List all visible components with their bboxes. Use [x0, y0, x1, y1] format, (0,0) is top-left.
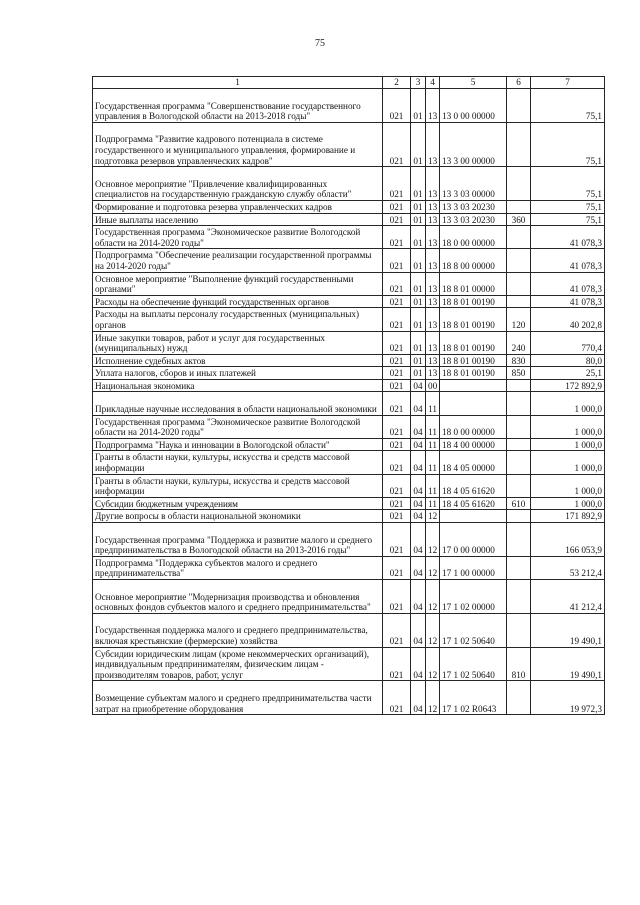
cell-rz: 01	[411, 226, 426, 249]
cell-csr: 18 8 01 00190	[440, 295, 507, 308]
cell-sum: 171 892,9	[531, 510, 605, 523]
column-header-vr: 6	[507, 77, 531, 89]
cell-gr: 021	[383, 613, 411, 647]
cell-vr	[507, 226, 531, 249]
cell-name: Формирование и подготовка резерва управленческих кадров	[93, 200, 383, 213]
table-row	[93, 226, 605, 249]
cell-name: Государственная программа "Экономическое развитие Вологодской области на 2014-2020 годы"	[93, 226, 383, 249]
cell-sum: 75,1	[531, 167, 605, 201]
table-row	[93, 295, 605, 308]
cell-csr: 18 8 00 00000	[440, 249, 507, 272]
table-row	[93, 580, 605, 614]
cell-sum: 53 212,4	[531, 556, 605, 579]
cell-vr: 850	[507, 367, 531, 380]
cell-rz: 01	[411, 367, 426, 380]
cell-vr	[507, 272, 531, 295]
table-row	[93, 415, 605, 438]
cell-sum: 19 490,1	[531, 647, 605, 681]
cell-csr	[440, 392, 507, 415]
table-row	[93, 613, 605, 647]
cell-rz: 04	[411, 523, 426, 557]
cell-vr	[507, 474, 531, 497]
cell-vr	[507, 167, 531, 201]
cell-rz: 04	[411, 556, 426, 579]
table-row	[93, 122, 605, 166]
cell-vr: 830	[507, 354, 531, 367]
cell-vr	[507, 295, 531, 308]
cell-pr: 13	[426, 249, 440, 272]
cell-gr: 021	[383, 392, 411, 415]
cell-pr: 13	[426, 122, 440, 166]
page-number: 75	[315, 38, 325, 49]
cell-gr: 021	[383, 510, 411, 523]
cell-gr: 021	[383, 415, 411, 438]
cell-sum: 770,4	[531, 331, 605, 354]
cell-name: Уплата налогов, сборов и иных платежей	[93, 367, 383, 380]
cell-gr: 021	[383, 354, 411, 367]
cell-csr	[440, 510, 507, 523]
cell-sum: 19 972,3	[531, 681, 605, 715]
cell-name: Основное мероприятие "Выполнение функций государственными органами"	[93, 272, 383, 295]
cell-gr: 021	[383, 497, 411, 510]
table-row	[93, 272, 605, 295]
table-row	[93, 392, 605, 415]
cell-vr	[507, 613, 531, 647]
cell-rz: 04	[411, 392, 426, 415]
cell-sum: 1 000,0	[531, 415, 605, 438]
cell-sum: 172 892,9	[531, 379, 605, 392]
column-header-sum: 7	[531, 77, 605, 89]
cell-pr: 12	[426, 647, 440, 681]
cell-name: Подпрограмма "Развитие кадрового потенциала в системе государственного и муниципального управления, формирование и подготовка резервов управленческих кадров"	[93, 122, 383, 166]
cell-pr: 13	[426, 213, 440, 226]
cell-vr	[507, 510, 531, 523]
cell-rz: 04	[411, 451, 426, 474]
column-header-name: 1	[93, 77, 383, 89]
cell-sum: 25,1	[531, 367, 605, 380]
table-row	[93, 438, 605, 451]
cell-csr: 17 1 02 50640	[440, 613, 507, 647]
cell-vr: 810	[507, 647, 531, 681]
cell-name: Исполнение судебных актов	[93, 354, 383, 367]
cell-csr: 13 3 03 20230	[440, 200, 507, 213]
table-row	[93, 647, 605, 681]
budget-table-body	[93, 89, 605, 715]
cell-gr: 021	[383, 451, 411, 474]
cell-sum: 41 078,3	[531, 226, 605, 249]
column-header-gr: 2	[383, 77, 411, 89]
cell-gr: 021	[383, 681, 411, 715]
cell-pr: 13	[426, 308, 440, 331]
table-row	[93, 200, 605, 213]
table-row	[93, 354, 605, 367]
table-row	[93, 474, 605, 497]
cell-rz: 04	[411, 580, 426, 614]
cell-vr	[507, 415, 531, 438]
cell-csr: 18 4 05 00000	[440, 451, 507, 474]
cell-sum: 41 078,3	[531, 249, 605, 272]
table-row	[93, 249, 605, 272]
cell-pr: 12	[426, 580, 440, 614]
cell-vr: 360	[507, 213, 531, 226]
cell-vr	[507, 379, 531, 392]
cell-pr: 11	[426, 392, 440, 415]
column-header-rz: 3	[411, 77, 426, 89]
cell-gr: 021	[383, 379, 411, 392]
table-row	[93, 523, 605, 557]
cell-rz: 04	[411, 613, 426, 647]
cell-sum: 1 000,0	[531, 497, 605, 510]
column-header-pr: 4	[426, 77, 440, 89]
cell-rz: 01	[411, 308, 426, 331]
table-row	[93, 213, 605, 226]
cell-sum: 41 212,4	[531, 580, 605, 614]
cell-name: Прикладные научные исследования в области национальной экономики	[93, 392, 383, 415]
cell-name: Гранты в области науки, культуры, искусства и средств массовой информации	[93, 474, 383, 497]
table-row	[93, 89, 605, 123]
cell-sum: 80,0	[531, 354, 605, 367]
cell-name: Расходы на обеспечение функций государственных органов	[93, 295, 383, 308]
cell-csr: 17 1 00 00000	[440, 556, 507, 579]
cell-rz: 04	[411, 379, 426, 392]
cell-gr: 021	[383, 295, 411, 308]
cell-rz: 04	[411, 681, 426, 715]
cell-csr: 13 3 03 00000	[440, 167, 507, 201]
cell-gr: 021	[383, 89, 411, 123]
cell-pr: 11	[426, 415, 440, 438]
cell-rz: 01	[411, 295, 426, 308]
cell-rz: 04	[411, 438, 426, 451]
cell-pr: 00	[426, 379, 440, 392]
cell-name: Государственная поддержка малого и среднего предпринимательства, включая крестьянские (фермерские) хозяйства	[93, 613, 383, 647]
cell-pr: 13	[426, 200, 440, 213]
cell-csr: 18 8 01 00190	[440, 331, 507, 354]
cell-sum: 75,1	[531, 122, 605, 166]
cell-sum: 166 053,9	[531, 523, 605, 557]
cell-name: Государственная программа "Совершенствование государственного управления в Вологодской области на 2013-2018 годы"	[93, 89, 383, 123]
cell-sum: 40 202,8	[531, 308, 605, 331]
cell-pr: 12	[426, 681, 440, 715]
cell-vr	[507, 438, 531, 451]
cell-vr: 120	[507, 308, 531, 331]
table-row	[93, 167, 605, 201]
cell-gr: 021	[383, 167, 411, 201]
cell-vr: 240	[507, 331, 531, 354]
cell-pr: 13	[426, 226, 440, 249]
cell-name: Субсидии юридическим лицам (кроме некоммерческих организаций), индивидуальным предпринимателям, физическим лицам - производителям товаров, работ, услуг	[93, 647, 383, 681]
cell-pr: 13	[426, 89, 440, 123]
budget-table	[92, 76, 605, 715]
cell-gr: 021	[383, 556, 411, 579]
cell-csr: 18 4 05 61620	[440, 474, 507, 497]
table-row	[93, 308, 605, 331]
cell-pr: 11	[426, 438, 440, 451]
cell-csr: 13 3 00 00000	[440, 122, 507, 166]
cell-pr: 12	[426, 510, 440, 523]
table-header-row	[93, 77, 605, 89]
cell-vr	[507, 451, 531, 474]
cell-vr	[507, 122, 531, 166]
cell-gr: 021	[383, 580, 411, 614]
cell-csr	[440, 379, 507, 392]
table-row	[93, 379, 605, 392]
cell-gr: 021	[383, 474, 411, 497]
table-row	[93, 497, 605, 510]
cell-pr: 11	[426, 474, 440, 497]
cell-rz: 01	[411, 331, 426, 354]
cell-name: Подпрограмма "Поддержка субъектов малого и среднего предпринимательства"	[93, 556, 383, 579]
cell-name: Расходы на выплаты персоналу государственных (муниципальных) органов	[93, 308, 383, 331]
cell-csr: 13 3 03 20230	[440, 213, 507, 226]
table-row	[93, 331, 605, 354]
cell-name: Возмещение субъектам малого и среднего предпринимательства части затрат на приобретение оборудования	[93, 681, 383, 715]
cell-vr	[507, 523, 531, 557]
cell-pr: 13	[426, 167, 440, 201]
cell-gr: 021	[383, 647, 411, 681]
cell-rz: 01	[411, 213, 426, 226]
cell-rz: 01	[411, 122, 426, 166]
cell-sum: 19 490,1	[531, 613, 605, 647]
cell-rz: 01	[411, 249, 426, 272]
cell-name: Другие вопросы в области национальной экономики	[93, 510, 383, 523]
cell-gr: 021	[383, 331, 411, 354]
cell-sum: 75,1	[531, 200, 605, 213]
cell-name: Иные выплаты населению	[93, 213, 383, 226]
cell-csr: 18 4 05 61620	[440, 497, 507, 510]
cell-rz: 04	[411, 415, 426, 438]
cell-rz: 01	[411, 354, 426, 367]
cell-vr	[507, 392, 531, 415]
cell-sum: 1 000,0	[531, 438, 605, 451]
cell-sum: 41 078,3	[531, 295, 605, 308]
cell-pr: 12	[426, 613, 440, 647]
cell-gr: 021	[383, 213, 411, 226]
cell-vr	[507, 89, 531, 123]
cell-rz: 01	[411, 89, 426, 123]
cell-rz: 04	[411, 647, 426, 681]
cell-gr: 021	[383, 200, 411, 213]
cell-rz: 04	[411, 497, 426, 510]
cell-gr: 021	[383, 308, 411, 331]
cell-csr: 18 8 01 00190	[440, 308, 507, 331]
cell-name: Субсидии бюджетным учреждениям	[93, 497, 383, 510]
cell-name: Национальная экономика	[93, 379, 383, 392]
table-row	[93, 451, 605, 474]
column-header-csr: 5	[440, 77, 507, 89]
cell-pr: 13	[426, 295, 440, 308]
table-row	[93, 367, 605, 380]
cell-sum: 1 000,0	[531, 392, 605, 415]
cell-sum: 1 000,0	[531, 474, 605, 497]
cell-csr: 18 8 01 00000	[440, 272, 507, 295]
cell-pr: 13	[426, 272, 440, 295]
cell-rz: 01	[411, 272, 426, 295]
cell-pr: 12	[426, 523, 440, 557]
cell-csr: 18 0 00 00000	[440, 415, 507, 438]
cell-pr: 13	[426, 331, 440, 354]
cell-gr: 021	[383, 226, 411, 249]
cell-pr: 11	[426, 497, 440, 510]
cell-gr: 021	[383, 249, 411, 272]
cell-vr	[507, 249, 531, 272]
cell-rz: 01	[411, 167, 426, 201]
cell-csr: 18 4 00 00000	[440, 438, 507, 451]
cell-sum: 41 078,3	[531, 272, 605, 295]
cell-pr: 13	[426, 367, 440, 380]
cell-csr: 18 0 00 00000	[440, 226, 507, 249]
cell-vr	[507, 556, 531, 579]
cell-sum: 75,1	[531, 213, 605, 226]
cell-gr: 021	[383, 272, 411, 295]
cell-pr: 13	[426, 354, 440, 367]
cell-gr: 021	[383, 367, 411, 380]
cell-name: Подпрограмма "Обеспечение реализации государственной программы на 2014-2020 годы"	[93, 249, 383, 272]
table-row	[93, 681, 605, 715]
cell-csr: 17 1 02 R0643	[440, 681, 507, 715]
cell-csr: 18 8 01 00190	[440, 354, 507, 367]
cell-csr: 17 0 00 00000	[440, 523, 507, 557]
cell-gr: 021	[383, 122, 411, 166]
cell-csr: 13 0 00 00000	[440, 89, 507, 123]
cell-name: Гранты в области науки, культуры, искусства и средств массовой информации	[93, 451, 383, 474]
cell-name: Основное мероприятие "Модернизация производства и обновления основных фондов субъектов малого и среднего предпринимательства"	[93, 580, 383, 614]
cell-vr	[507, 681, 531, 715]
cell-csr: 17 1 02 50640	[440, 647, 507, 681]
cell-vr: 610	[507, 497, 531, 510]
table-row	[93, 510, 605, 523]
cell-gr: 021	[383, 523, 411, 557]
cell-name: Государственная программа "Экономическое развитие Вологодской области на 2014-2020 годы"	[93, 415, 383, 438]
cell-csr: 18 8 01 00190	[440, 367, 507, 380]
cell-csr: 17 1 02 00000	[440, 580, 507, 614]
cell-gr: 021	[383, 438, 411, 451]
cell-name: Государственная программа "Поддержка и развитие малого и среднего предпринимательства в Вологодской области на 2013-2016 годы"	[93, 523, 383, 557]
table-row	[93, 556, 605, 579]
cell-name: Иные закупки товаров, работ и услуг для государственных (муниципальных) нужд	[93, 331, 383, 354]
cell-vr	[507, 200, 531, 213]
cell-name: Основное мероприятие "Привлечение квалифицированных специалистов на государственную гражданскую службу области"	[93, 167, 383, 201]
cell-rz: 01	[411, 200, 426, 213]
cell-name: Подпрограмма "Наука и инновации в Вологодской области"	[93, 438, 383, 451]
cell-rz: 04	[411, 510, 426, 523]
cell-pr: 12	[426, 556, 440, 579]
cell-pr: 11	[426, 451, 440, 474]
cell-sum: 1 000,0	[531, 451, 605, 474]
cell-rz: 04	[411, 474, 426, 497]
cell-sum: 75,1	[531, 89, 605, 123]
cell-vr	[507, 580, 531, 614]
